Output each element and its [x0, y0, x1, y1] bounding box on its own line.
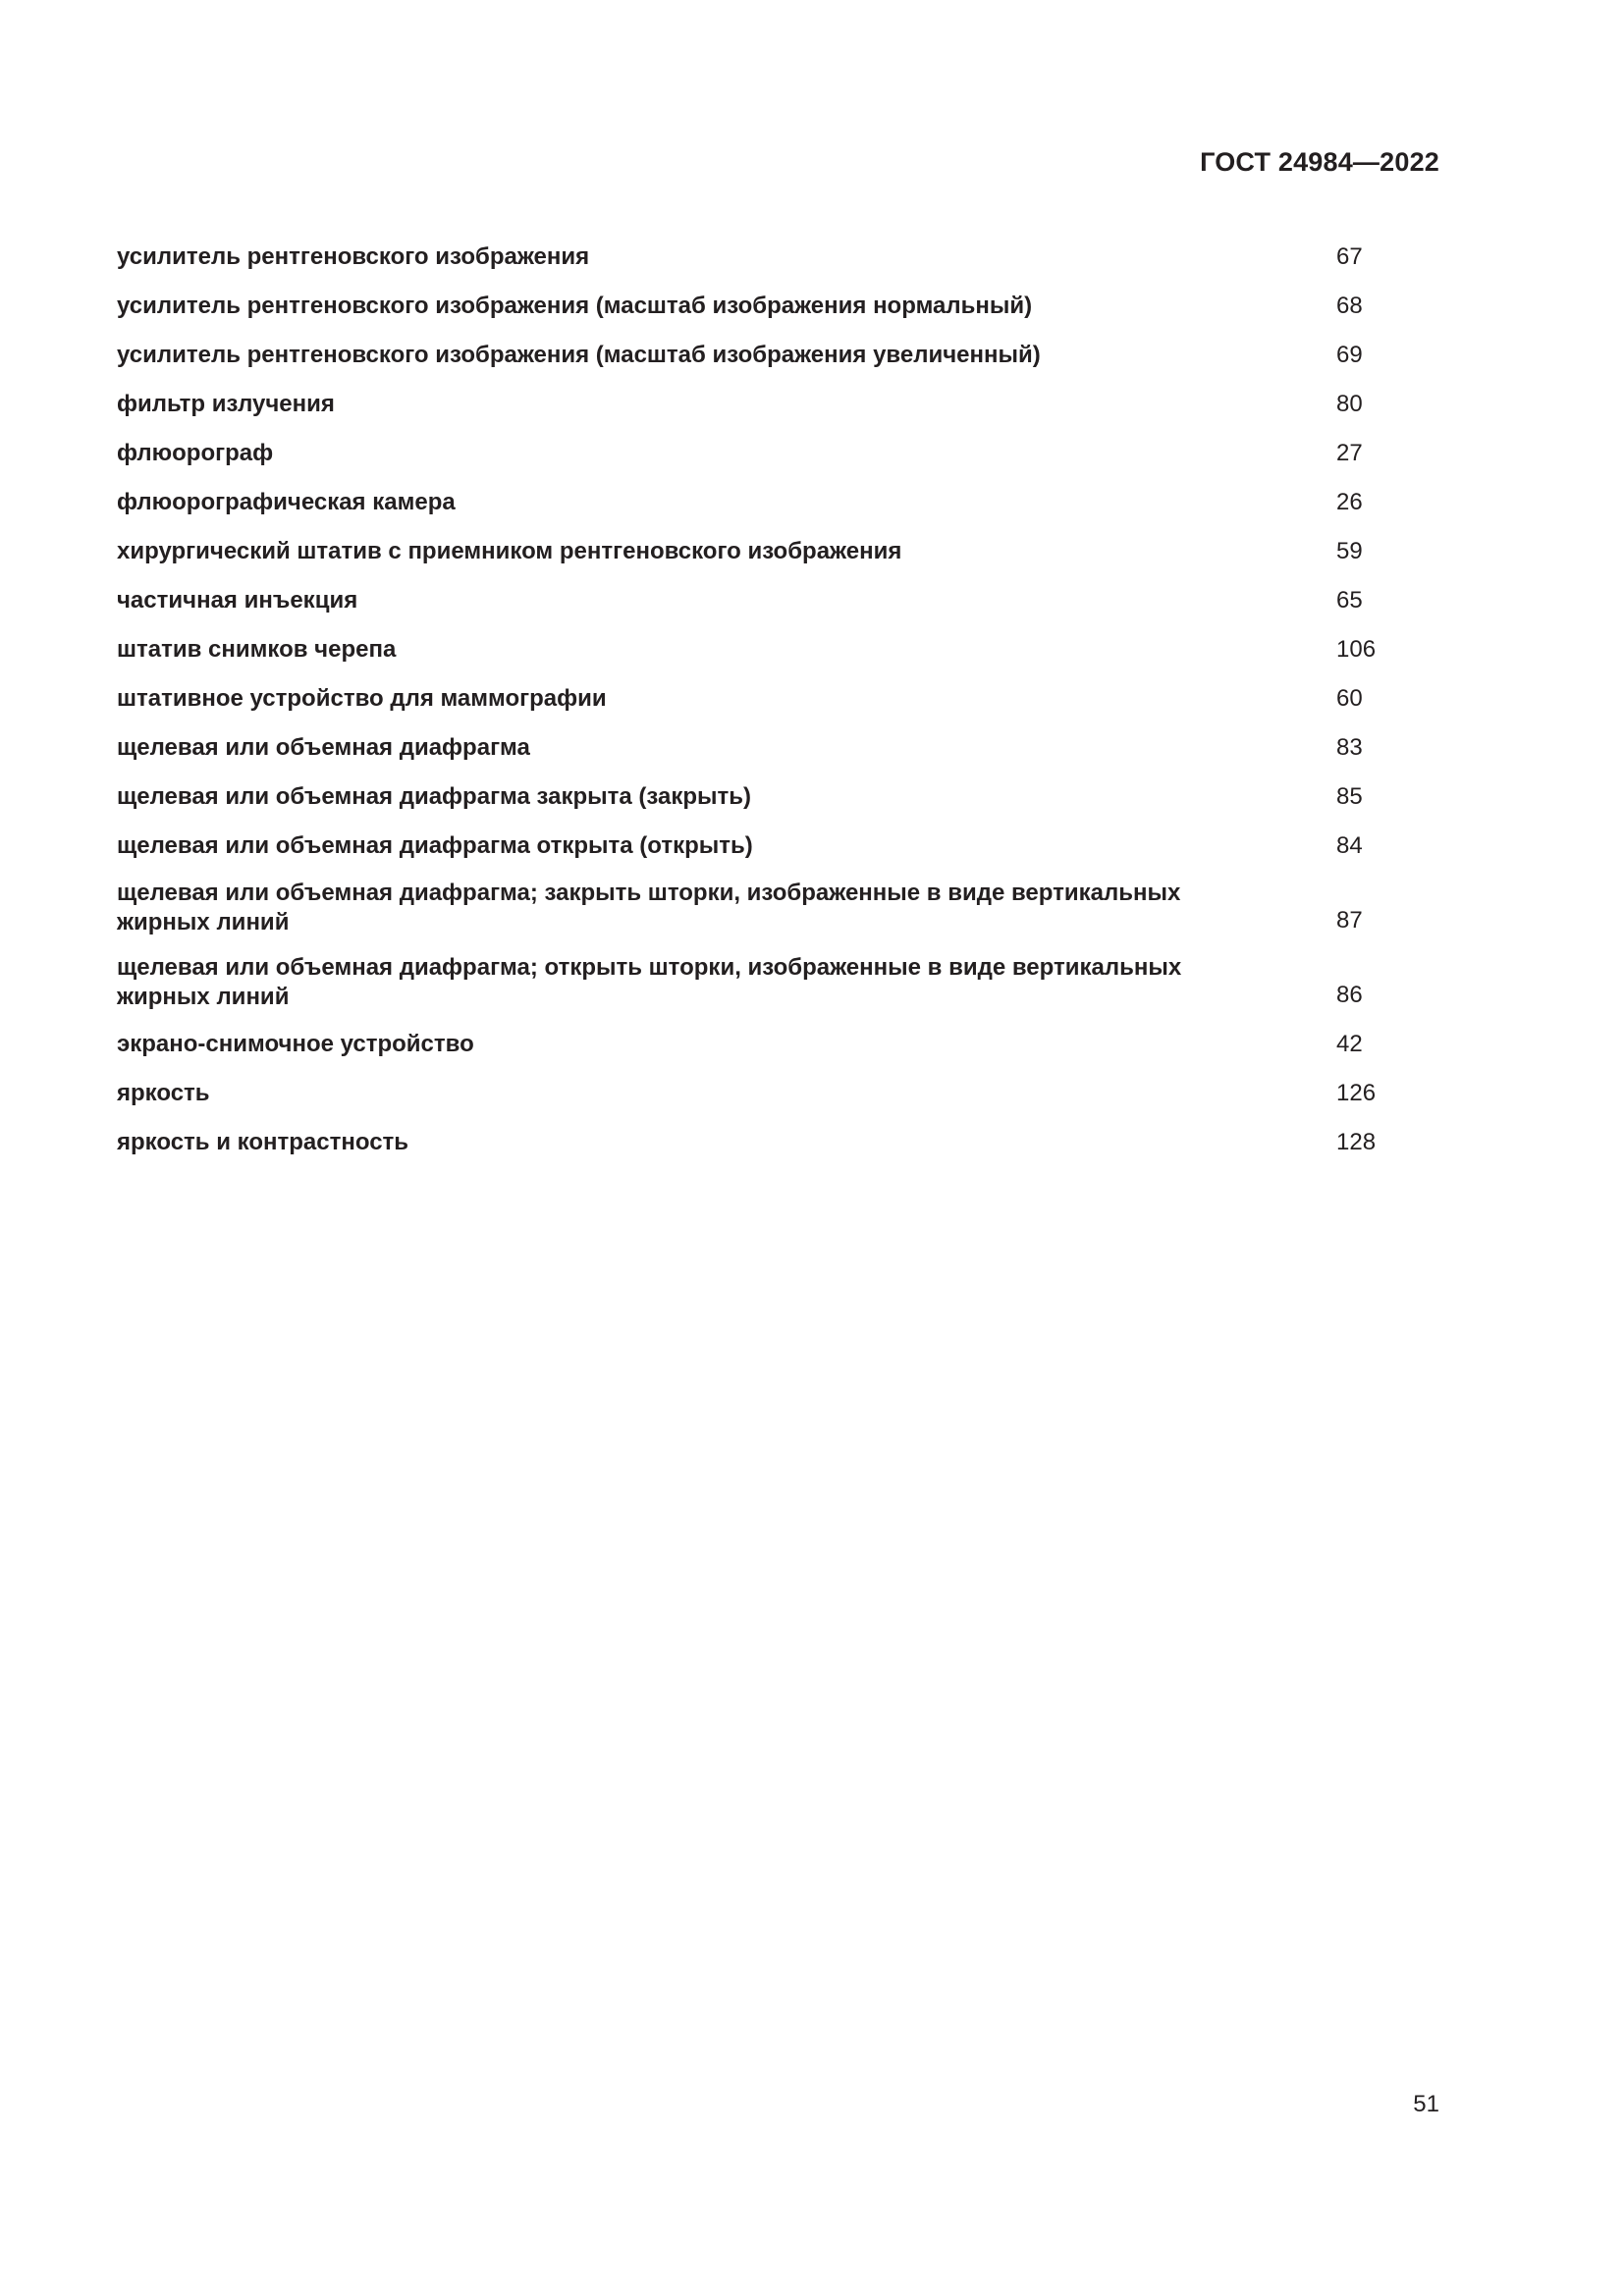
- index-term: усилитель рентгеновского изображения (масштаб изображения нормальный): [117, 293, 1033, 319]
- index-entry: [117, 1028, 1393, 1061]
- index-entry: [117, 339, 1393, 372]
- index-entry: [117, 731, 1393, 765]
- index-term: штативное устройство для маммографии: [117, 685, 607, 712]
- index-page-ref: 126: [1336, 1080, 1377, 1106]
- index-page-ref: 83: [1336, 734, 1363, 761]
- index-term-line: жирных линий: [117, 909, 290, 935]
- index-entry: [117, 879, 1393, 937]
- index-term: флюорограф: [117, 440, 274, 466]
- index-term: частичная инъекция: [117, 587, 358, 614]
- index-page-ref: 84: [1336, 832, 1363, 859]
- index-entry: [117, 682, 1393, 716]
- index-page-ref: 65: [1336, 587, 1363, 614]
- index-page-ref: 85: [1336, 783, 1363, 810]
- index-term: яркость: [117, 1080, 210, 1106]
- index-term: штатив снимков черепа: [117, 636, 397, 663]
- index-entry: [117, 1077, 1393, 1110]
- index-page-ref: 26: [1336, 489, 1363, 515]
- index-term: яркость и контрастность: [117, 1129, 409, 1155]
- index-entry: [117, 829, 1393, 863]
- index-page-ref: 106: [1336, 636, 1377, 663]
- index-term: щелевая или объемная диафрагма открыта (открыть): [117, 832, 753, 859]
- index-term: усилитель рентгеновского изображения (масштаб изображения увеличенный): [117, 342, 1041, 368]
- index-page-ref: 80: [1336, 391, 1363, 417]
- index-term-line: щелевая или объемная диафрагма; закрыть шторки, изображенные в виде вертикальных: [117, 880, 1181, 906]
- index-page-ref: 67: [1336, 243, 1363, 270]
- index-term-line: щелевая или объемная диафрагма; открыть шторки, изображенные в виде вертикальных: [117, 954, 1182, 981]
- index-term: [117, 879, 1256, 937]
- index-page-ref: 128: [1336, 1129, 1377, 1155]
- index-entry: [117, 633, 1393, 667]
- index-entry: [117, 388, 1393, 421]
- index-page-ref: 87: [1336, 907, 1363, 934]
- page-number: 51: [1413, 2091, 1439, 2117]
- index-page-ref: 86: [1336, 982, 1363, 1008]
- index-term: хирургический штатив с приемником рентгеновского изображения: [117, 538, 902, 564]
- index-term: щелевая или объемная диафрагма закрыта (закрыть): [117, 783, 752, 810]
- index-page-ref: 59: [1336, 538, 1363, 564]
- index-entry: [117, 780, 1393, 814]
- index-term: [117, 953, 1256, 1012]
- index-entry: [117, 290, 1393, 323]
- index-page-ref: 60: [1336, 685, 1363, 712]
- index-page-ref: 69: [1336, 342, 1363, 368]
- index-term: флюорографическая камера: [117, 489, 456, 515]
- index-entry: [117, 240, 1393, 274]
- index-page-ref: 27: [1336, 440, 1363, 466]
- index-term-line: жирных линий: [117, 984, 290, 1010]
- index-term: экрано-снимочное устройство: [117, 1031, 474, 1057]
- index-entry: [117, 953, 1393, 1012]
- index-entry: [117, 1126, 1393, 1159]
- index-term: усилитель рентгеновского изображения: [117, 243, 590, 270]
- index-entry: [117, 535, 1393, 568]
- index-entry: [117, 584, 1393, 617]
- index-entry: [117, 437, 1393, 470]
- subject-index: [117, 240, 1393, 1175]
- index-term: фильтр излучения: [117, 391, 335, 417]
- index-page-ref: 68: [1336, 293, 1363, 319]
- index-page-ref: 42: [1336, 1031, 1363, 1057]
- index-term: щелевая или объемная диафрагма: [117, 734, 530, 761]
- index-entry: [117, 486, 1393, 519]
- document-header: ГОСТ 24984—2022: [1200, 147, 1439, 177]
